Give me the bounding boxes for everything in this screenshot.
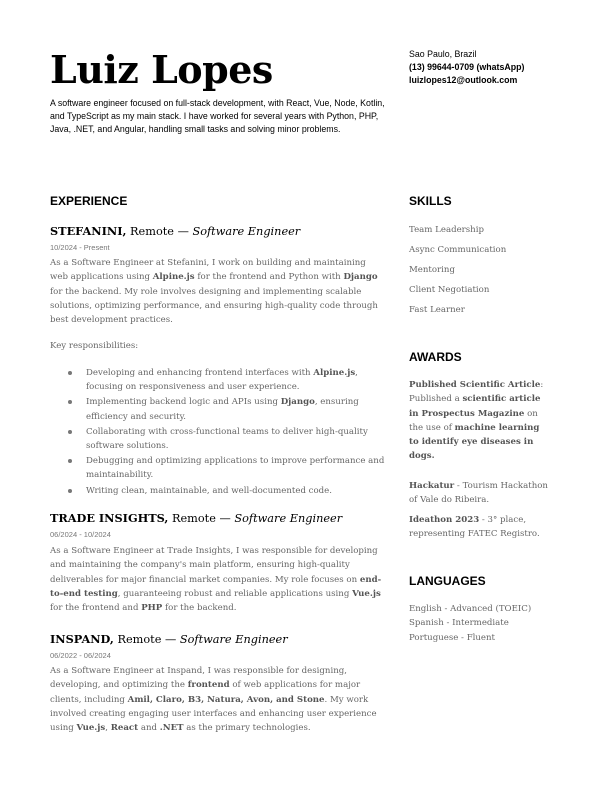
list-item: Debugging and optimizing applications to improve performance and maintainability. [50, 454, 395, 483]
award-item-article: Published Scientific Article: Published a scientific article in Prospectus Magazine on the use of machine learning to identify eye diseases in dogs. [409, 380, 544, 462]
job-description: As a Software Engineer at Trade Insights, I was responsible for developing and maintaining the company's main platform, ensuring high-quality deliverables for major financial market companies. My role focuses on end-to-end testing, guaranteeing robust and reliable applications using Vue.js for the frontend and PHP for the backend. [50, 546, 382, 614]
job-description: As a Software Engineer at Inspand, I was responsible for designing, developing, and optimizing the frontend of web applications for major clients, including Amil, Claro, B3, Natura, Avon, and Stone. My work involved creating engaging user interfaces and enhancing user experience using Vue.js, React and .NET as the primary technologies. [50, 666, 377, 734]
job-role: Software Engineer [234, 512, 343, 525]
languages-list [409, 602, 531, 645]
job-company: TRADE INSIGHTS, [50, 511, 169, 525]
award-item-ideathon: Ideathon 2023 - 3° place, representing FATEC Registro. [409, 515, 540, 540]
skill-item: Client Negotiation [409, 285, 490, 295]
summary: A software engineer focused on full-stack development, with React, Vue, Node, Kotlin, and TypeScript as my main stack. I have worked for several years with Python, PHP, Java, .NET, and Angular, handling small tasks and solving minor problems. [50, 98, 385, 134]
language-item: Spanish - Intermediate [409, 618, 509, 629]
job-role: Software Engineer [179, 633, 288, 646]
experience-heading: EXPERIENCE [50, 194, 128, 208]
skill-item: Mentoring [409, 265, 455, 275]
award-item-hackatur: Hackatur - Tourism Hackathon of Vale do Ribeira. [409, 481, 548, 506]
job-description: As a Software Engineer at Stefanini, I work on building and maintaining web applications using Alpine.js for the frontend and Python with Django for the backend. My role involves designing and implementing scalable solutions, optimizing performance, and ensuring high-quality code through best development practices. [50, 258, 378, 326]
skills-list [409, 223, 506, 323]
job-company: STEFANINI, [50, 224, 127, 238]
list-item: Collaborating with cross-functional teams to deliver high-quality software solutions. [50, 425, 395, 454]
list-item: Developing and enhancing frontend interfaces with Alpine.js, focusing on responsiveness and user experience. [50, 366, 395, 395]
job-location: Remote — [168, 512, 235, 525]
language-item: Portuguese - Fluent [409, 632, 496, 643]
job-location: Remote — [113, 633, 180, 646]
resume-name: Luiz Lopes [50, 47, 273, 92]
job-dates: 06/2022 - 06/2024 [50, 651, 111, 660]
list-item: Writing clean, maintainable, and well-documented code. [50, 484, 395, 498]
list-item: Implementing backend logic and APIs using Django, ensuring efficiency and security. [50, 395, 395, 424]
awards-heading: AWARDS [409, 350, 462, 364]
responsibilities-list [50, 366, 395, 499]
contact-phone: (13) 99644-0709 (whatsApp) [409, 62, 525, 72]
contact-block [409, 48, 524, 87]
responsibilities-label: Key responsibilities: [50, 341, 139, 351]
language-item: English - Advanced (TOEIC) [409, 604, 532, 614]
job-company: INSPAND, [50, 632, 114, 646]
job-title-stefanini [50, 224, 300, 238]
contact-location: Sao Paulo, Brazil [409, 49, 477, 59]
skills-heading: SKILLS [409, 194, 452, 208]
job-location: Remote — [126, 225, 193, 238]
job-dates: 10/2024 - Present [50, 243, 110, 252]
job-dates: 06/2024 - 10/2024 [50, 530, 111, 539]
job-title-inspand [50, 632, 288, 646]
skill-item: Fast Learner [409, 305, 465, 315]
contact-email: luizlopes12@outlook.com [409, 75, 518, 85]
skill-item: Team Leadership [409, 225, 484, 235]
languages-heading: LANGUAGES [409, 574, 486, 588]
skill-item: Async Communication [409, 245, 507, 255]
job-title-trade-insights [50, 511, 342, 525]
job-role: Software Engineer [192, 225, 301, 238]
